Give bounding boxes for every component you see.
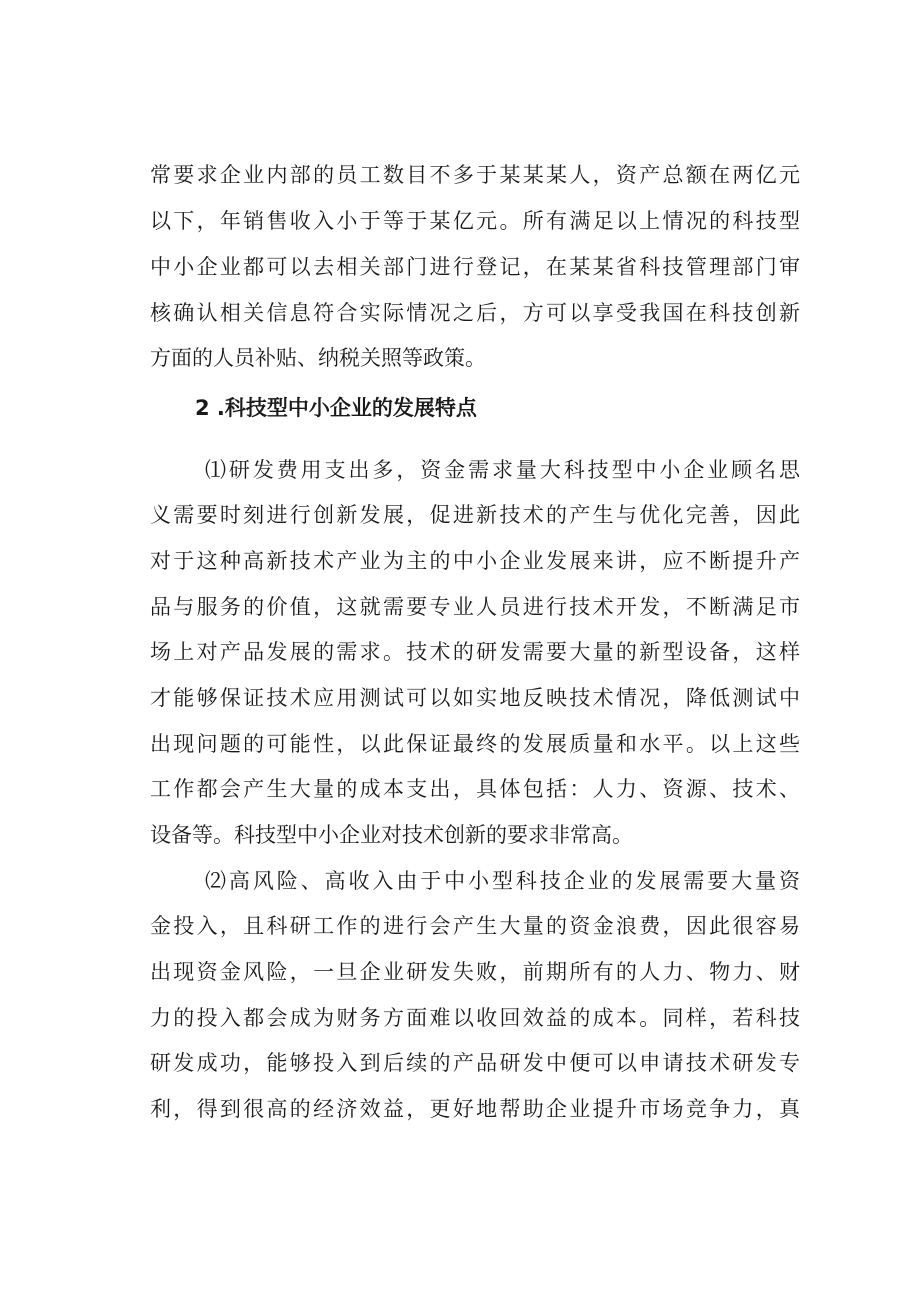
paragraph-line: 中小企业都可以去相关部门进行登记，在某某省科技管理部门审 <box>150 255 800 279</box>
paragraph-line: 义需要时刻进行创新发展，促进新技术的产生与优化完善，因此 <box>150 503 800 527</box>
paragraph-line: ⑵高风险、高收入由于中小型科技企业的发展需要大量资 <box>205 869 800 893</box>
paragraph-line: 出现问题的可能性，以此保证最终的发展质量和水平。以上这些 <box>150 732 800 756</box>
paragraph-line: 场上对产品发展的需求。技术的研发需要大量的新型设备，这样 <box>150 640 800 664</box>
paragraph-line: 金投入，且科研工作的进行会产生大量的资金浪费，因此很容易 <box>150 914 800 938</box>
paragraph-line: 工作都会产生大量的成本支出，具体包括：人力、资源、技术、 <box>150 777 800 801</box>
paragraph-line: 利，得到很高的经济效益，更好地帮助企业提升市场竞争力，真 <box>150 1097 800 1121</box>
paragraph-line: 品与服务的价值，这就需要专业人员进行技术开发，不断满足市 <box>150 595 800 619</box>
paragraph-line: 才能够保证技术应用测试可以如实地反映技术情况，降低测试中 <box>150 686 800 710</box>
paragraph-line: 对于这种高新技术产业为主的中小企业发展来讲，应不断提升产 <box>150 549 800 573</box>
paragraph-line: 力的投入都会成为财务方面难以收回效益的成本。同样，若科技 <box>150 1006 800 1030</box>
paragraph-line: 出现资金风险，一旦企业研发失败，前期所有的人力、物力、财 <box>150 960 800 984</box>
paragraph-line: 研发成功，能够投入到后续的产品研发中便可以申请技术研发专 <box>150 1051 800 1075</box>
paragraph-line: 方面的人员补贴、纳税关照等政策。 <box>150 346 486 370</box>
paragraph-line: 常要求企业内部的员工数目不多于某某某人，资产总额在两亿元 <box>150 163 800 187</box>
paragraph-line: ⑴研发费用支出多，资金需求量大科技型中小企业顾名思 <box>205 458 800 482</box>
paragraph-line: 以下，年销售收入小于等于某亿元。所有满足以上情况的科技型 <box>150 209 800 233</box>
paragraph-line: 核确认相关信息符合实际情况之后，方可以享受我国在科技创新 <box>150 301 800 325</box>
paragraph-line: 设备等。科技型中小企业对技术创新的要求非常高。 <box>150 823 633 847</box>
section-heading: 2 .科技型中小企业的发展特点 <box>195 396 477 420</box>
